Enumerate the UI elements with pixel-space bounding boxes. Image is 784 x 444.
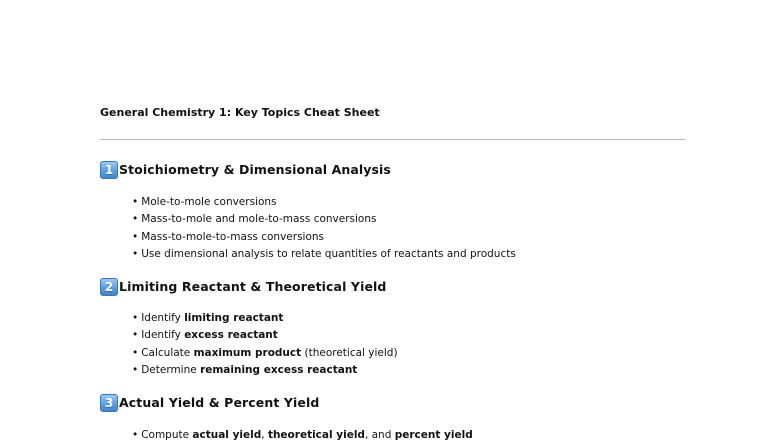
bullet-icon: • (132, 230, 139, 243)
emphasized-text: percent yield (394, 429, 473, 441)
bullet-icon: • (132, 213, 139, 226)
emphasized-text: theoretical yield (267, 429, 365, 441)
number-1-icon: 1 (100, 161, 118, 179)
item-text: Mass-to-mole and mole-to-mass conversions (141, 213, 377, 226)
list-item (132, 362, 398, 379)
item-text: Identify (141, 329, 185, 342)
section-limiting-reactant (100, 277, 398, 376)
item-text: Mole-to-mole conversions (141, 196, 277, 208)
list-item (132, 229, 516, 246)
item-text: (theoretical yield) (301, 346, 398, 359)
emphasized-text: maximum product (193, 346, 302, 359)
bullet-icon: • (132, 329, 139, 342)
section-actual-yield (100, 393, 473, 441)
item-text: Compute (141, 429, 193, 441)
item-text: Calculate (141, 346, 194, 359)
item-text: Mass-to-mole-to-mass conversions (141, 230, 325, 243)
item-text: , (261, 429, 268, 441)
list-item (132, 427, 473, 444)
section-title: Stoichiometry & Dimensional Analysis (119, 162, 391, 177)
item-text: Use dimensional analysis to relate quantities of reactants and products (141, 247, 516, 260)
bullet-list (132, 194, 516, 263)
bullet-icon: • (132, 346, 139, 359)
list-item (132, 327, 398, 344)
bullet-icon: • (132, 312, 139, 324)
section-heading (100, 393, 319, 413)
list-item (132, 194, 516, 211)
bullet-icon: • (132, 429, 139, 441)
section-title: Actual Yield & Percent Yield (119, 395, 320, 410)
bullet-icon: • (132, 196, 139, 208)
list-item (132, 211, 516, 228)
section-heading (100, 277, 386, 297)
section-heading (100, 160, 391, 180)
emphasized-text: limiting reactant (184, 312, 284, 324)
number-3-icon: 3 (100, 394, 118, 412)
document-title: General Chemistry 1: Key Topics Cheat Sheet (100, 106, 380, 119)
list-item (132, 310, 398, 327)
item-text: Determine (141, 363, 201, 376)
emphasized-text: excess reactant (184, 329, 278, 342)
item-text: , and (364, 429, 395, 441)
bullet-list (132, 427, 473, 444)
bullet-list (132, 310, 398, 379)
document-page (100, 106, 685, 441)
bullet-icon: • (132, 247, 139, 260)
section-title: Limiting Reactant & Theoretical Yield (119, 279, 387, 294)
section-stoichiometry (100, 160, 516, 260)
number-2-icon: 2 (100, 278, 118, 296)
list-item (132, 246, 516, 263)
emphasized-text: remaining excess reactant (200, 363, 358, 376)
emphasized-text: actual yield (192, 429, 262, 441)
title-divider (100, 139, 685, 140)
item-text: Identify (141, 312, 185, 324)
bullet-icon: • (132, 363, 139, 376)
list-item (132, 345, 398, 362)
